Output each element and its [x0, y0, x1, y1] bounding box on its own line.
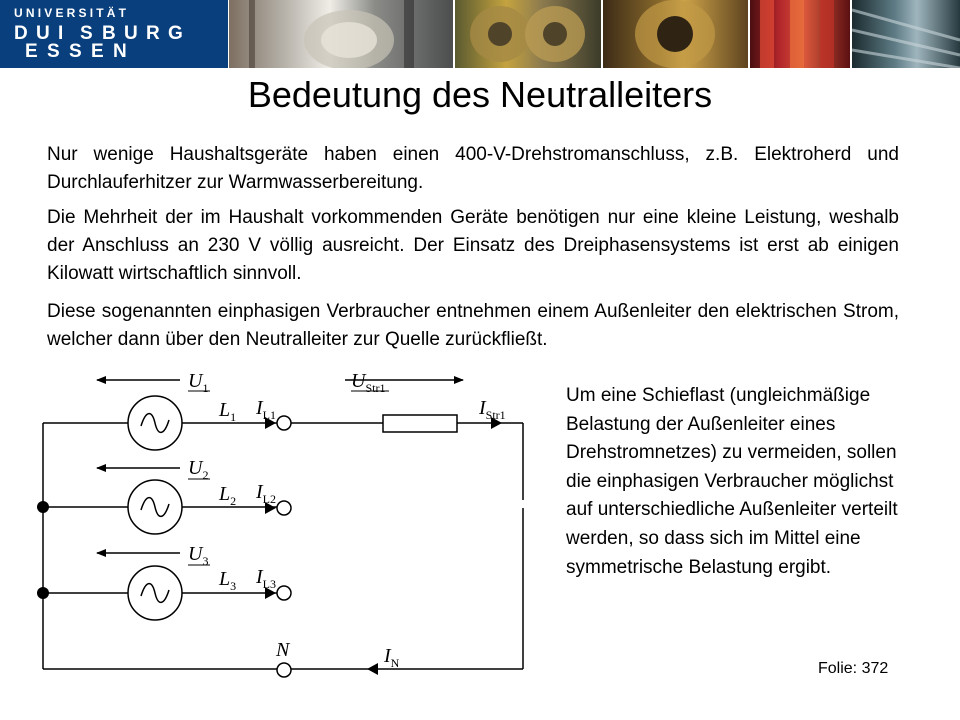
current-label-istr1: $I_{Str1}$ [479, 397, 506, 422]
neutral-label: N [276, 639, 290, 661]
junction-dot-1 [37, 501, 49, 513]
header-banner [0, 0, 960, 68]
voltage-label-u3: $U_3$ [188, 543, 209, 568]
line-label-l2: $L_2$ [219, 483, 237, 508]
photo-5-detail [852, 0, 960, 68]
photo-1-detail [229, 0, 453, 68]
schieflast-explanation: Um eine Schieflast (ungleichmäßige Belastung der Außenleiter eines Drehstromnetzes) zu vermeiden, sollen die einphasigen Verbraucher möglichst auf unterschiedliche Außenleiter verteilt werden, so dass sich im Mittel eine symmetrische Belastung ergibt. [566, 385, 898, 578]
current-label-il1: $I_{L1}$ [256, 397, 277, 422]
junction-dot-2 [37, 587, 49, 599]
university-logo[interactable] [0, 0, 228, 68]
current-arrow-neutral [367, 663, 378, 675]
slide-number: Folie: 372 [818, 660, 889, 677]
paragraph-3: Diese sogenannten einphasigen Verbraucher entnehmen einem Außenleiter den elektrischen Strom, welcher dann über den Neutralleiter zur Quelle zurückfließt. [47, 301, 899, 350]
photo-4-detail [750, 0, 850, 68]
terminal-l3 [277, 586, 291, 600]
current-label-il3: $I_{L3}$ [256, 566, 277, 591]
paragraph-1: Nur wenige Haushaltsgeräte haben einen 400-V-Drehstromanschluss, z.B. Elektroherd und Durchlauferhitzer zur Warmwasserbereitung. [47, 144, 899, 193]
header-photo-5 [852, 0, 960, 68]
header-photo-4 [750, 0, 850, 68]
logo-university-text: UNIVERSITÄT [14, 6, 130, 20]
photo-2-detail [455, 0, 601, 68]
load-resistor [383, 415, 457, 432]
line-label-l1: $L_1$ [219, 399, 237, 424]
logo-essen: E S S E N [25, 41, 127, 62]
slide-title: Bedeutung des Neutralleiters [247, 74, 713, 115]
paragraph-2: Die Mehrheit der im Haushalt vorkommenden Geräte benötigen nur eine kleine Leistung, weshalb der Anschluss an 230 V völlig ausreicht. Der Einsatz des Dreiphasensystems ist erst ab einigen Kilowatt wirtschaftlich sinnvoll. [47, 207, 899, 284]
terminal-n [277, 663, 291, 677]
voltage-label-u1: $U_1$ [188, 370, 209, 395]
line-label-l3: $L_3$ [219, 568, 237, 593]
load-voltage-label: $U_{Str1}$ [351, 370, 386, 395]
header-photo-3 [603, 0, 748, 68]
current-label-il2: $I_{L2}$ [256, 481, 277, 506]
header-photo-2 [455, 0, 601, 68]
three-phase-circuit-diagram [0, 360, 560, 690]
logo-duisburg: D U I S B U R G [14, 23, 183, 44]
neutral-current-label: $I_N$ [384, 645, 400, 670]
voltage-label-u2: $U_2$ [188, 457, 209, 482]
terminal-l1 [277, 416, 291, 430]
header-photo-1 [229, 0, 453, 68]
photo-3-detail [603, 0, 748, 68]
terminal-l2 [277, 501, 291, 515]
